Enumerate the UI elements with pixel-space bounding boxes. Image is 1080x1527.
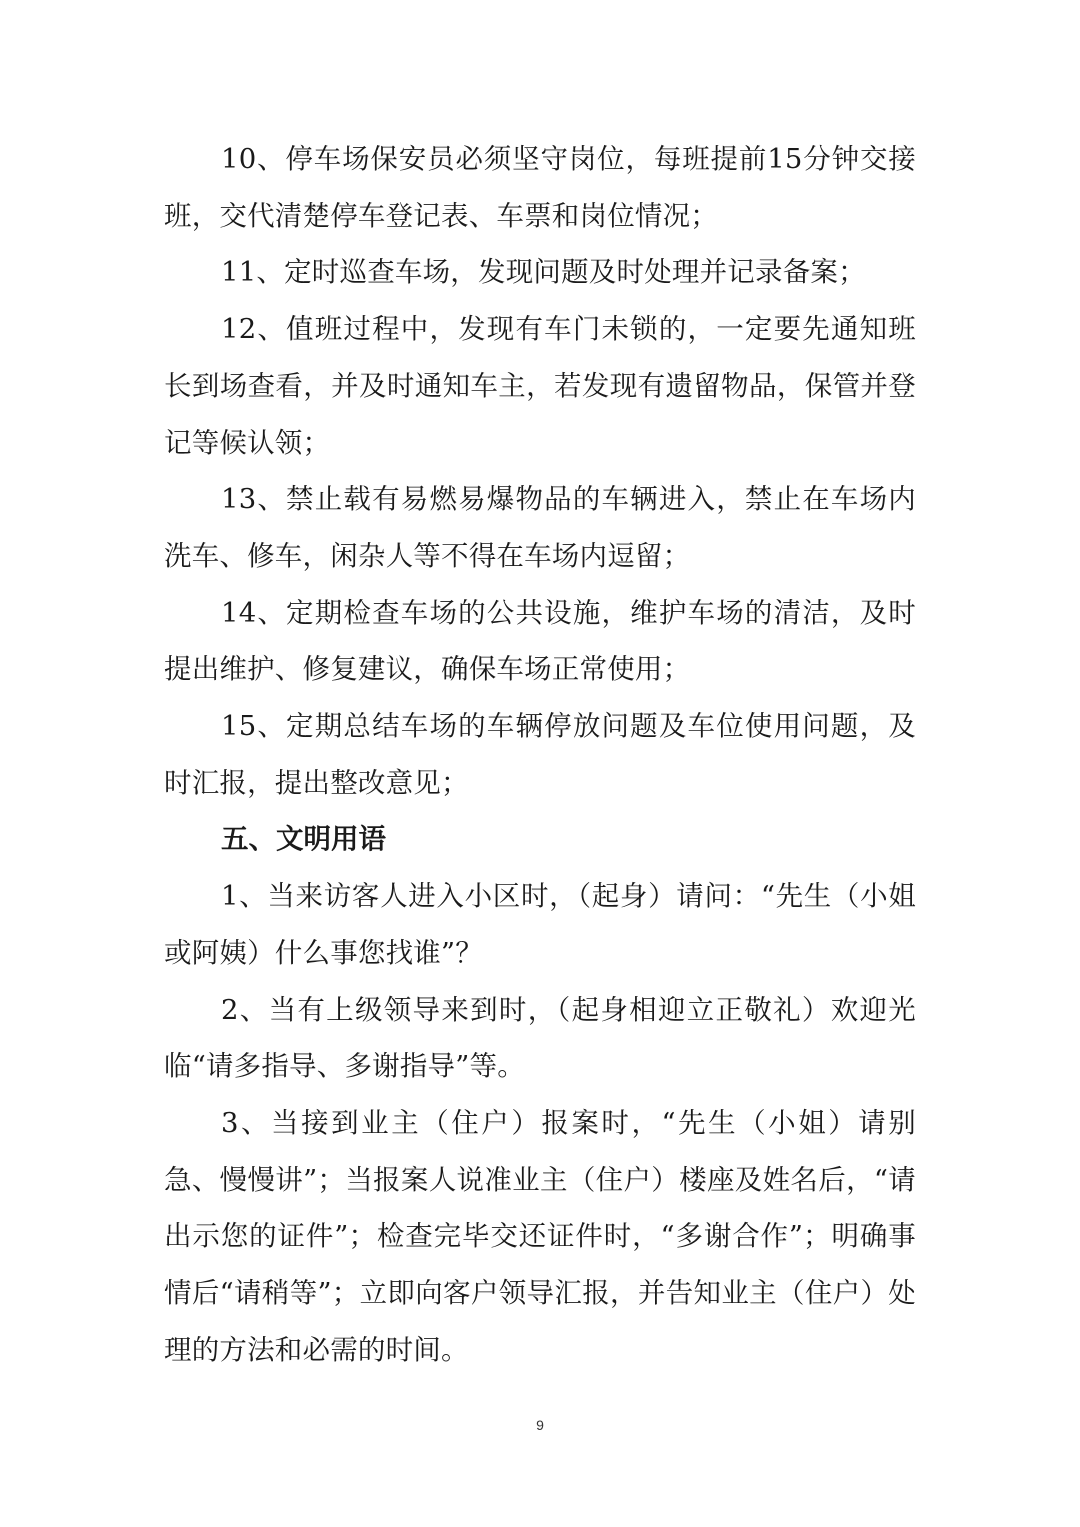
section-heading: 五、文明用语 (221, 823, 386, 856)
paragraph-item-12: 12、值班过程中，发现有车门未锁的，一定要先通知班长到场查看，并及时通知车主，若发现有遗留物品，保管并登记等候认领； (164, 313, 916, 459)
paragraph-item-13: 13、禁止载有易燃易爆物品的车辆进入，禁止在车场内洗车、修车，闲杂人等不得在车场内逗留； (164, 483, 916, 572)
paragraph-item-15: 15、定期总结车场的车辆停放问题及车位使用问题，及时汇报，提出整改意见； (164, 710, 916, 799)
paragraph-item-10: 10、停车场保安员必须坚守岗位，每班提前15分钟交接班，交代清楚停车登记表、车票和岗位情况； (164, 143, 916, 232)
paragraph-item-14: 14、定期检查车场的公共设施，维护车场的清洁，及时提出维护、修复建议，确保车场正常使用； (164, 596, 916, 686)
paragraph-item-11: 11、定时巡查车场，发现问题及时处理并记录备案； (221, 256, 866, 289)
paragraph-phrase-3: 3、当接到业主（住户）报案时，“先生（小姐）请别急、慢慢讲”；当报案人说准业主（住户）楼座及姓名后，“请出示您的证件”；检查完毕交还证件时，“多谢合作”；明确事情后“请稍等”；立即向客户领导汇报，并告知业主（住户）处理的方法和必需的时间。 (164, 1106, 916, 1366)
page-number: 9 (536, 1417, 544, 1433)
paragraph-phrase-1: 1、当来访客人进入小区时，（起身）请问：“先生（小姐或阿姨）什么事您找谁”？ (164, 880, 916, 969)
document-body (164, 131, 916, 1378)
paragraph-phrase-2: 2、当有上级领导来到时，（起身相迎立正敬礼）欢迎光临“请多指导、多谢指导”等。 (164, 993, 916, 1083)
